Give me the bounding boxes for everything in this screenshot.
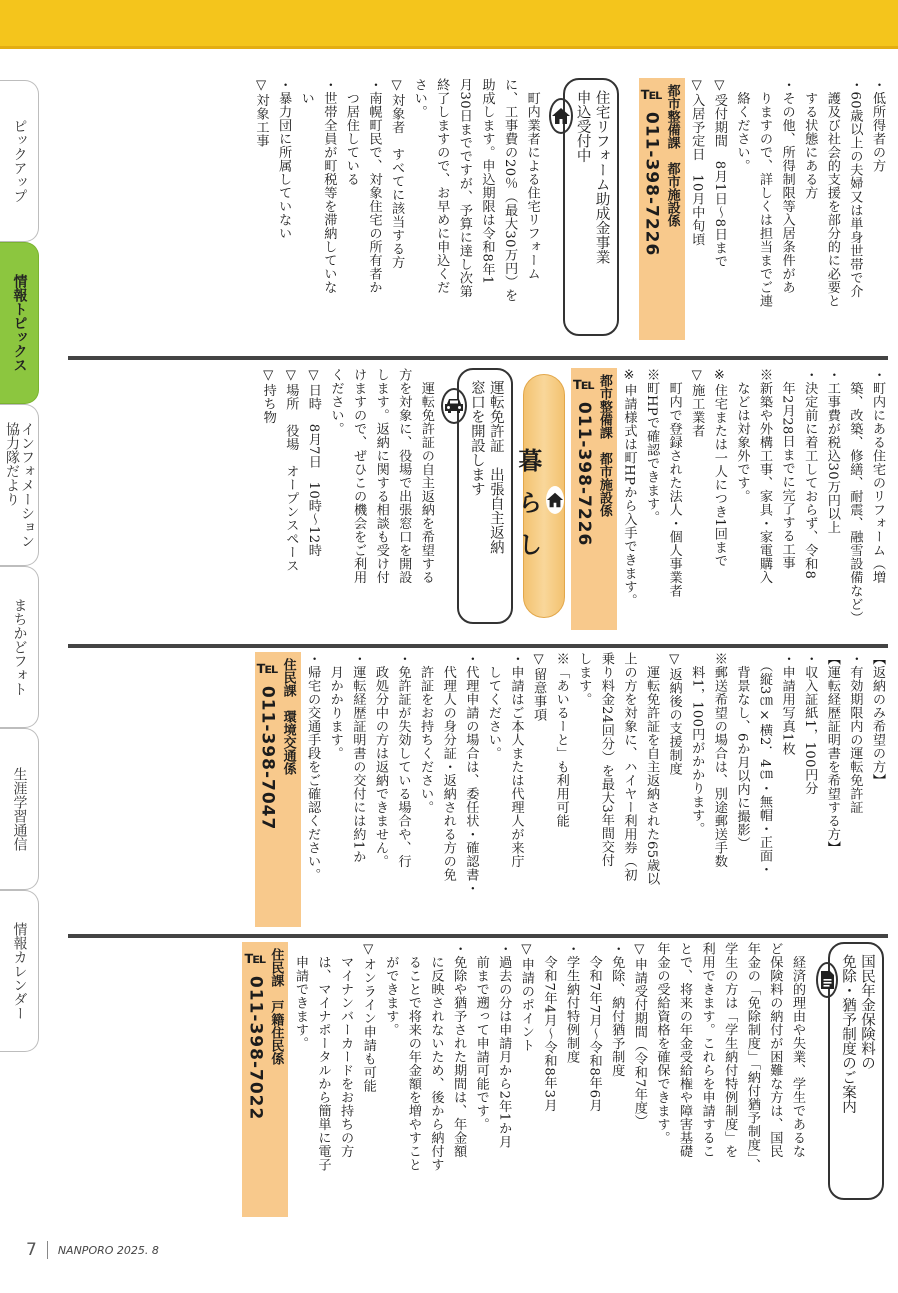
tab-pickup[interactable]: ピックアップ [0, 80, 39, 242]
reform-target-works-text: ・町内にある住宅のリフォーム（増 築、改築、修繕、耐震、融雪設備など） ・工事費が税込30万円以上 ・決定前に着工しておらず、令和8 年2月28日までに完了する工事 ※新築や外構工事、家具・家電購入 などは対象外です。 ※住宅または一人につき1回まで ▽施工業者 町内で登録された法人・個人事業者 ※町HPで確認できます。 ※申請様式は町HPから入手できます。 [621, 368, 885, 625]
license-return-heading-box [457, 368, 513, 624]
pension-heading: 国民年金保険料の 免除・猶予制度のご案内 [840, 954, 875, 1114]
kurashi-section-label: 暮らし [523, 374, 565, 618]
reform-subsidy-heading: 住宅リフォーム助成金事業 申込受付中 [574, 90, 610, 264]
contact-box-urban-facilities: 都市整備課 都市施設係 ℡ 011-398-7226 [639, 78, 685, 340]
section-divider [68, 356, 888, 360]
page-number: 7 [26, 1240, 37, 1260]
contact-box-family-register: 住民課 戸籍住民係 ℡ 011-398-7022 [242, 942, 288, 1217]
license-return-heading: 運転免許証 出張自主返納 窓口を開設します [468, 380, 504, 554]
reform-subsidy-body: 町内業者による住宅リフォーム に、工事費の20％（最大30万円）を 助成します。申込期限は令和8年1 月30日までですが、予算に達し次第 終了しますので、お早めに申込くだ さい。 ▽対象者 すべてに該当する方 ・南幌町民で、対象住宅の所有者か つ居住している ・世帯全員が町税等を滞納していな い ・暴力団に所属していない ▽対象工事 [253, 78, 540, 302]
house-icon [546, 486, 564, 514]
tab-lifelong-learning[interactable]: 生涯学習通信 [0, 728, 39, 890]
article-content [68, 78, 888, 1228]
license-return-details: 【返納のみ希望の方】 ・有効期限内の運転免許証 【運転経歴証明書を希望する方】 ・収入証紙1，100円分 ・申請用写真1枚 （縦3㎝×横2．4㎝・無帽・正面・ 背景なし、6か月以内に撮影） ※郵送希望の場合は、別途郵送手数 料1，100円がかかります。 ▽返納後の支援制度 運転免許証を自主返納された65歳以 上の方を対象に、ハイヤー利用券（初 乗り料金24回分）を最大3年間交付 します。 ※「あいるーと」も利用可能 ▽留意事項 ・申請はご本人または代理人が来庁 してください。 ・代理申請の場合は、委任状・確認書・ 代理人の身分証・返納される方の免 許証をお持ちください。 ・免許証が失効している場合や、行 政処分中の方は返納できません。 ・運転経歴証明書の交付には約1か 月かかります。 ・帰宅の交通手段をご確認ください。 [305, 652, 885, 895]
license-return-body: 運転免許証の自主返納を希望する 方を対象に、役場で出張窓口を開設 します。返納に関する相談も受け付 けますので、ぜひこの機会をご利用 ください。 ▽日時 8月7日 10時～12時 ▽場所 役場 オープンスペース ▽持ち物 [260, 368, 434, 584]
page-footer [26, 1240, 159, 1260]
housing-eligibility-text: ・低所得者の方 ・60歳以上の夫婦又は単身世帯で介 護及び社会的支援を部分的に必要と する状態にある方 ・その他、所得制限等入居条件があ りますので、詳しくは担当までご連 絡ください。 ▽受付期間 8月1日～8日まで ▽入居予定日 10月中旬頃 [689, 78, 885, 308]
row-4 [68, 942, 888, 1228]
contact-box-environment-transport: 住民課 環境交通係 ℡ 011-398-7047 [255, 652, 301, 927]
pension-body: 経済的理由や失業、学生であるな ど保険料の納付が困難な方は、国民 年金の「免除制度」「納付猶予制度」、 学生の方は「学生納付特例制度」を 利用できます。これらを申請するこ とで、将来の年金受給権や障害基礎 年金の受給資格を確保できます。 ▽申請受付期間（令和7年度） ・免除、納付猶予制度 令和7年7月～令和8年6月 ・学生納付特例制度 令和7年4月～令和8年3月 ▽申請のポイント ・過去の分は申請月から2年1か月 前まで遡って申請可能です。 ・免除や猶予された期間は、年金額 に反映されないため、後から納付す ることで将来の年金額を増やすこと ができます。 ▽オンライン申請も可能 マイナンバーカードをお持ちの方 は、マイナポータルから簡単に電子 申請できます。 [292, 942, 805, 1172]
tab-info-topics[interactable]: 情報トピックス [0, 242, 39, 404]
top-color-band [0, 0, 898, 49]
section-divider [68, 934, 888, 938]
section-divider [68, 644, 888, 648]
row-3 [68, 652, 888, 934]
side-tab-navigation [0, 80, 42, 1050]
magazine-issue: NANPORO 2025. 8 [57, 1243, 159, 1257]
car-icon [441, 388, 467, 424]
reform-subsidy-heading-box [563, 78, 619, 336]
tab-information[interactable]: インフォメーション 協力隊だより [0, 404, 39, 566]
contact-box-urban-facilities-2: 都市整備課 都市施設係 ℡ 011-398-7226 [571, 368, 617, 630]
house-icon [549, 98, 573, 134]
row-2 [68, 368, 888, 644]
document-icon [816, 962, 838, 998]
pension-heading-box [828, 942, 884, 1200]
row-1 [68, 78, 888, 352]
footer-divider [47, 1241, 48, 1259]
tab-machikado-photo[interactable]: まちかどフォト [0, 566, 39, 728]
tab-info-calendar[interactable]: 情報カレンダー [0, 890, 39, 1052]
